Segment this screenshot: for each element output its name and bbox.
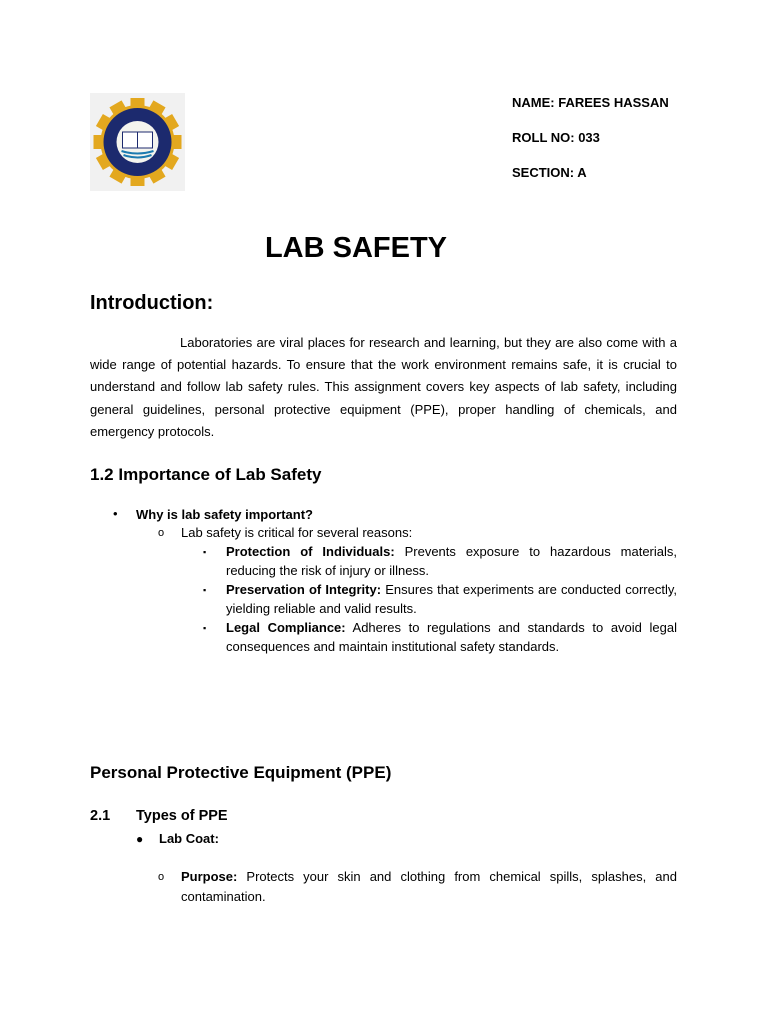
document-title: LAB SAFETY <box>264 232 448 264</box>
circle-bullet-icon: o <box>158 871 165 883</box>
purpose-text: Protects your skin and clothing from chemical spills, splashes, and contamination. <box>181 869 677 904</box>
item-text: Prevents exposure to hazardous materials, reducing the risk of injury or illness. <box>226 544 677 578</box>
list-item-integrity <box>226 581 677 618</box>
square-bullet-icon: ▪ <box>203 623 207 633</box>
list-item-purpose <box>181 867 677 906</box>
introduction-paragraph: Laboratories are viral places for research and learning, but they are also come with a wide range of potential hazards. To ensure that the work environment remains safe, it is crucial to understand and follow lab safety rules. This assignment covers key aspects of lab safety, including general guidelines, personal protective equipment (PPE), proper handling of chemicals, and emergency protocols. <box>90 335 677 439</box>
ppe-heading: Personal Protective Equipment (PPE) <box>90 763 392 782</box>
university-logo <box>90 93 185 191</box>
student-info <box>512 94 669 199</box>
section-number: 2.1 <box>90 808 111 824</box>
disc-bullet-icon: • <box>113 506 118 521</box>
circle-bullet-icon: o <box>158 527 165 539</box>
item-label: Preservation of Integrity: <box>226 582 382 597</box>
list-item-question: Why is lab safety important? <box>136 507 313 522</box>
university-seal-icon <box>90 93 185 191</box>
list-item-reasons: Lab safety is critical for several reasons: <box>181 525 413 540</box>
section-label: SECTION: A <box>512 165 587 180</box>
square-bullet-icon: ▪ <box>203 547 207 557</box>
roll-number: ROLL NO: 033 <box>512 130 600 145</box>
item-label: Protection of Individuals: <box>226 544 395 559</box>
student-name: NAME: FAREES HASSAN <box>512 95 669 110</box>
item-text: Ensures that experiments are conducted correctly, yielding reliable and valid results. <box>226 582 677 616</box>
dot-bullet-icon: ● <box>136 832 144 846</box>
section-title: Types of PPE <box>136 808 228 824</box>
purpose-label: Purpose: <box>181 869 238 884</box>
importance-heading: 1.2 Importance of Lab Safety <box>90 465 322 484</box>
square-bullet-icon: ▪ <box>203 585 207 595</box>
introduction-heading: Introduction: <box>90 292 214 314</box>
list-item-protection <box>226 543 677 580</box>
list-item-lab-coat: Lab Coat: <box>159 831 219 846</box>
list-item-compliance <box>226 619 677 656</box>
item-text: Adheres to regulations and standards to avoid legal consequences and maintain institutional safety standards. <box>226 620 678 654</box>
item-label: Legal Compliance: <box>226 620 346 635</box>
